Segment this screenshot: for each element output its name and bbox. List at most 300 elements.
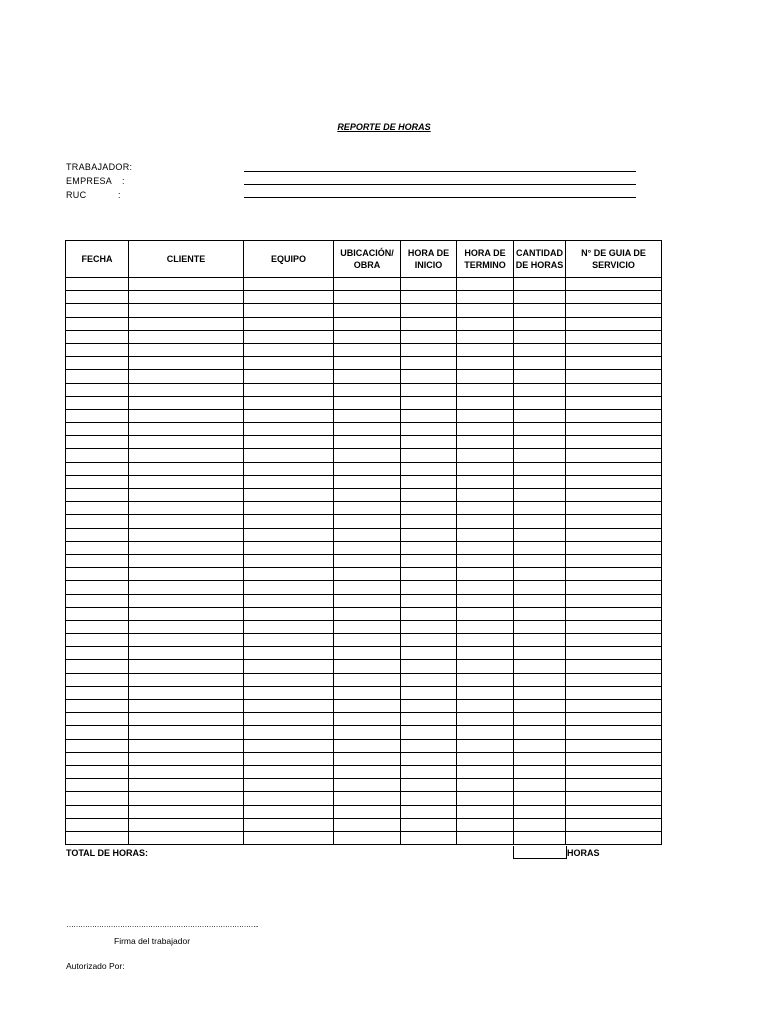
cell-cliente[interactable]	[129, 304, 244, 317]
cell-guia-servicio[interactable]	[566, 765, 662, 778]
cell-fecha[interactable]	[66, 383, 129, 396]
cell-cantidad-horas[interactable]	[514, 304, 566, 317]
cell-cliente[interactable]	[129, 700, 244, 713]
cell-cliente[interactable]	[129, 423, 244, 436]
cell-hora-inicio[interactable]	[401, 475, 457, 488]
cell-fecha[interactable]	[66, 502, 129, 515]
cell-guia-servicio[interactable]	[566, 409, 662, 422]
cell-hora-termino[interactable]	[457, 779, 514, 792]
cell-guia-servicio[interactable]	[566, 475, 662, 488]
cell-guia-servicio[interactable]	[566, 541, 662, 554]
cell-equipo[interactable]	[244, 818, 334, 831]
cell-hora-inicio[interactable]	[401, 541, 457, 554]
cell-ubicacion[interactable]	[334, 462, 401, 475]
cell-cliente[interactable]	[129, 713, 244, 726]
cell-hora-inicio[interactable]	[401, 647, 457, 660]
cell-cliente[interactable]	[129, 554, 244, 567]
cell-cantidad-horas[interactable]	[514, 489, 566, 502]
cell-hora-termino[interactable]	[457, 660, 514, 673]
cell-equipo[interactable]	[244, 752, 334, 765]
cell-fecha[interactable]	[66, 581, 129, 594]
cell-hora-inicio[interactable]	[401, 515, 457, 528]
cell-ubicacion[interactable]	[334, 541, 401, 554]
cell-fecha[interactable]	[66, 409, 129, 422]
cell-guia-servicio[interactable]	[566, 581, 662, 594]
cell-hora-inicio[interactable]	[401, 462, 457, 475]
cell-guia-servicio[interactable]	[566, 568, 662, 581]
cell-hora-termino[interactable]	[457, 568, 514, 581]
cell-cliente[interactable]	[129, 436, 244, 449]
cell-hora-termino[interactable]	[457, 502, 514, 515]
cell-equipo[interactable]	[244, 831, 334, 844]
cell-hora-termino[interactable]	[457, 317, 514, 330]
cell-cliente[interactable]	[129, 634, 244, 647]
cell-hora-inicio[interactable]	[401, 554, 457, 567]
cell-hora-termino[interactable]	[457, 436, 514, 449]
cell-hora-termino[interactable]	[457, 594, 514, 607]
cell-ubicacion[interactable]	[334, 726, 401, 739]
cell-cliente[interactable]	[129, 818, 244, 831]
cell-equipo[interactable]	[244, 528, 334, 541]
cell-equipo[interactable]	[244, 700, 334, 713]
cell-fecha[interactable]	[66, 818, 129, 831]
cell-hora-inicio[interactable]	[401, 317, 457, 330]
cell-cantidad-horas[interactable]	[514, 330, 566, 343]
cell-cliente[interactable]	[129, 528, 244, 541]
cell-ubicacion[interactable]	[334, 792, 401, 805]
cell-equipo[interactable]	[244, 673, 334, 686]
cell-hora-termino[interactable]	[457, 739, 514, 752]
cell-guia-servicio[interactable]	[566, 502, 662, 515]
cell-cantidad-horas[interactable]	[514, 423, 566, 436]
cell-hora-termino[interactable]	[457, 700, 514, 713]
cell-cliente[interactable]	[129, 409, 244, 422]
cell-hora-termino[interactable]	[457, 634, 514, 647]
cell-hora-inicio[interactable]	[401, 660, 457, 673]
cell-fecha[interactable]	[66, 515, 129, 528]
cell-equipo[interactable]	[244, 792, 334, 805]
cell-guia-servicio[interactable]	[566, 647, 662, 660]
cell-equipo[interactable]	[244, 383, 334, 396]
cell-fecha[interactable]	[66, 660, 129, 673]
cell-fecha[interactable]	[66, 607, 129, 620]
cell-cliente[interactable]	[129, 370, 244, 383]
cell-cliente[interactable]	[129, 475, 244, 488]
cell-ubicacion[interactable]	[334, 436, 401, 449]
cell-cantidad-horas[interactable]	[514, 515, 566, 528]
cell-ubicacion[interactable]	[334, 489, 401, 502]
cell-fecha[interactable]	[66, 528, 129, 541]
cell-ubicacion[interactable]	[334, 752, 401, 765]
cell-cliente[interactable]	[129, 278, 244, 291]
cell-guia-servicio[interactable]	[566, 317, 662, 330]
cell-hora-termino[interactable]	[457, 409, 514, 422]
cell-cliente[interactable]	[129, 779, 244, 792]
cell-hora-termino[interactable]	[457, 396, 514, 409]
cell-equipo[interactable]	[244, 489, 334, 502]
cell-equipo[interactable]	[244, 409, 334, 422]
cell-ubicacion[interactable]	[334, 278, 401, 291]
cell-hora-inicio[interactable]	[401, 568, 457, 581]
cell-equipo[interactable]	[244, 449, 334, 462]
cell-hora-inicio[interactable]	[401, 304, 457, 317]
cell-equipo[interactable]	[244, 713, 334, 726]
cell-hora-inicio[interactable]	[401, 489, 457, 502]
cell-guia-servicio[interactable]	[566, 620, 662, 633]
cell-ubicacion[interactable]	[334, 330, 401, 343]
cell-cantidad-horas[interactable]	[514, 831, 566, 844]
cell-equipo[interactable]	[244, 634, 334, 647]
cell-guia-servicio[interactable]	[566, 554, 662, 567]
cell-cliente[interactable]	[129, 647, 244, 660]
cell-equipo[interactable]	[244, 686, 334, 699]
cell-fecha[interactable]	[66, 370, 129, 383]
cell-equipo[interactable]	[244, 568, 334, 581]
cell-fecha[interactable]	[66, 357, 129, 370]
cell-hora-inicio[interactable]	[401, 752, 457, 765]
cell-hora-inicio[interactable]	[401, 449, 457, 462]
cell-cantidad-horas[interactable]	[514, 700, 566, 713]
cell-ubicacion[interactable]	[334, 818, 401, 831]
cell-hora-inicio[interactable]	[401, 726, 457, 739]
cell-guia-servicio[interactable]	[566, 370, 662, 383]
cell-cliente[interactable]	[129, 831, 244, 844]
cell-hora-termino[interactable]	[457, 792, 514, 805]
cell-cantidad-horas[interactable]	[514, 647, 566, 660]
cell-cliente[interactable]	[129, 396, 244, 409]
cell-ubicacion[interactable]	[334, 554, 401, 567]
cell-guia-servicio[interactable]	[566, 489, 662, 502]
cell-fecha[interactable]	[66, 489, 129, 502]
cell-ubicacion[interactable]	[334, 317, 401, 330]
cell-ubicacion[interactable]	[334, 686, 401, 699]
cell-equipo[interactable]	[244, 554, 334, 567]
cell-cantidad-horas[interactable]	[514, 475, 566, 488]
cell-ubicacion[interactable]	[334, 343, 401, 356]
cell-fecha[interactable]	[66, 436, 129, 449]
cell-hora-termino[interactable]	[457, 528, 514, 541]
cell-guia-servicio[interactable]	[566, 304, 662, 317]
cell-cliente[interactable]	[129, 502, 244, 515]
cell-guia-servicio[interactable]	[566, 357, 662, 370]
cell-cliente[interactable]	[129, 330, 244, 343]
cell-cantidad-horas[interactable]	[514, 818, 566, 831]
cell-hora-inicio[interactable]	[401, 818, 457, 831]
cell-fecha[interactable]	[66, 291, 129, 304]
cell-hora-termino[interactable]	[457, 765, 514, 778]
cell-cantidad-horas[interactable]	[514, 396, 566, 409]
cell-guia-servicio[interactable]	[566, 383, 662, 396]
cell-cantidad-horas[interactable]	[514, 462, 566, 475]
cell-hora-inicio[interactable]	[401, 686, 457, 699]
cell-cantidad-horas[interactable]	[514, 370, 566, 383]
cell-cantidad-horas[interactable]	[514, 449, 566, 462]
cell-hora-termino[interactable]	[457, 620, 514, 633]
company-line[interactable]	[244, 184, 636, 185]
cell-cliente[interactable]	[129, 581, 244, 594]
cell-equipo[interactable]	[244, 278, 334, 291]
cell-hora-inicio[interactable]	[401, 805, 457, 818]
cell-ubicacion[interactable]	[334, 370, 401, 383]
cell-fecha[interactable]	[66, 396, 129, 409]
cell-guia-servicio[interactable]	[566, 462, 662, 475]
cell-hora-inicio[interactable]	[401, 700, 457, 713]
cell-equipo[interactable]	[244, 515, 334, 528]
cell-equipo[interactable]	[244, 765, 334, 778]
cell-ubicacion[interactable]	[334, 779, 401, 792]
cell-cantidad-horas[interactable]	[514, 765, 566, 778]
cell-equipo[interactable]	[244, 423, 334, 436]
cell-cliente[interactable]	[129, 357, 244, 370]
cell-cliente[interactable]	[129, 726, 244, 739]
cell-hora-termino[interactable]	[457, 462, 514, 475]
cell-fecha[interactable]	[66, 792, 129, 805]
cell-guia-servicio[interactable]	[566, 660, 662, 673]
cell-cantidad-horas[interactable]	[514, 317, 566, 330]
cell-cliente[interactable]	[129, 660, 244, 673]
cell-hora-termino[interactable]	[457, 304, 514, 317]
cell-equipo[interactable]	[244, 317, 334, 330]
cell-cantidad-horas[interactable]	[514, 357, 566, 370]
cell-cliente[interactable]	[129, 515, 244, 528]
cell-equipo[interactable]	[244, 581, 334, 594]
cell-equipo[interactable]	[244, 330, 334, 343]
cell-ubicacion[interactable]	[334, 700, 401, 713]
cell-ubicacion[interactable]	[334, 805, 401, 818]
cell-cantidad-horas[interactable]	[514, 792, 566, 805]
cell-fecha[interactable]	[66, 278, 129, 291]
cell-hora-inicio[interactable]	[401, 409, 457, 422]
cell-ubicacion[interactable]	[334, 502, 401, 515]
cell-hora-inicio[interactable]	[401, 765, 457, 778]
cell-hora-inicio[interactable]	[401, 383, 457, 396]
cell-cantidad-horas[interactable]	[514, 581, 566, 594]
cell-cliente[interactable]	[129, 594, 244, 607]
cell-hora-termino[interactable]	[457, 291, 514, 304]
cell-hora-inicio[interactable]	[401, 607, 457, 620]
cell-hora-inicio[interactable]	[401, 713, 457, 726]
cell-ubicacion[interactable]	[334, 765, 401, 778]
cell-guia-servicio[interactable]	[566, 515, 662, 528]
cell-hora-inicio[interactable]	[401, 343, 457, 356]
cell-guia-servicio[interactable]	[566, 423, 662, 436]
cell-guia-servicio[interactable]	[566, 291, 662, 304]
cell-fecha[interactable]	[66, 765, 129, 778]
cell-hora-inicio[interactable]	[401, 502, 457, 515]
cell-cantidad-horas[interactable]	[514, 686, 566, 699]
cell-cantidad-horas[interactable]	[514, 568, 566, 581]
cell-equipo[interactable]	[244, 436, 334, 449]
cell-ubicacion[interactable]	[334, 713, 401, 726]
cell-hora-inicio[interactable]	[401, 396, 457, 409]
cell-guia-servicio[interactable]	[566, 278, 662, 291]
cell-ubicacion[interactable]	[334, 673, 401, 686]
cell-ubicacion[interactable]	[334, 409, 401, 422]
cell-hora-inicio[interactable]	[401, 634, 457, 647]
cell-fecha[interactable]	[66, 304, 129, 317]
cell-ubicacion[interactable]	[334, 739, 401, 752]
cell-hora-inicio[interactable]	[401, 779, 457, 792]
cell-fecha[interactable]	[66, 700, 129, 713]
cell-fecha[interactable]	[66, 805, 129, 818]
cell-ubicacion[interactable]	[334, 620, 401, 633]
cell-guia-servicio[interactable]	[566, 805, 662, 818]
cell-fecha[interactable]	[66, 752, 129, 765]
cell-equipo[interactable]	[244, 541, 334, 554]
cell-cliente[interactable]	[129, 343, 244, 356]
ruc-line[interactable]	[244, 197, 636, 198]
cell-hora-termino[interactable]	[457, 489, 514, 502]
cell-equipo[interactable]	[244, 502, 334, 515]
cell-cantidad-horas[interactable]	[514, 752, 566, 765]
cell-cantidad-horas[interactable]	[514, 713, 566, 726]
cell-hora-termino[interactable]	[457, 805, 514, 818]
cell-fecha[interactable]	[66, 739, 129, 752]
cell-cliente[interactable]	[129, 620, 244, 633]
cell-guia-servicio[interactable]	[566, 634, 662, 647]
cell-ubicacion[interactable]	[334, 634, 401, 647]
total-hours-box[interactable]	[513, 846, 567, 859]
cell-equipo[interactable]	[244, 291, 334, 304]
cell-guia-servicio[interactable]	[566, 713, 662, 726]
cell-cliente[interactable]	[129, 449, 244, 462]
cell-hora-termino[interactable]	[457, 423, 514, 436]
cell-fecha[interactable]	[66, 554, 129, 567]
cell-equipo[interactable]	[244, 396, 334, 409]
cell-cantidad-horas[interactable]	[514, 607, 566, 620]
cell-guia-servicio[interactable]	[566, 739, 662, 752]
cell-equipo[interactable]	[244, 304, 334, 317]
cell-ubicacion[interactable]	[334, 383, 401, 396]
cell-fecha[interactable]	[66, 713, 129, 726]
cell-guia-servicio[interactable]	[566, 673, 662, 686]
cell-guia-servicio[interactable]	[566, 594, 662, 607]
cell-hora-termino[interactable]	[457, 713, 514, 726]
cell-cliente[interactable]	[129, 805, 244, 818]
cell-fecha[interactable]	[66, 541, 129, 554]
cell-hora-termino[interactable]	[457, 673, 514, 686]
cell-ubicacion[interactable]	[334, 568, 401, 581]
cell-hora-inicio[interactable]	[401, 370, 457, 383]
cell-guia-servicio[interactable]	[566, 343, 662, 356]
cell-equipo[interactable]	[244, 607, 334, 620]
cell-cantidad-horas[interactable]	[514, 620, 566, 633]
cell-ubicacion[interactable]	[334, 647, 401, 660]
cell-equipo[interactable]	[244, 370, 334, 383]
cell-hora-termino[interactable]	[457, 370, 514, 383]
cell-equipo[interactable]	[244, 343, 334, 356]
cell-fecha[interactable]	[66, 726, 129, 739]
cell-ubicacion[interactable]	[334, 475, 401, 488]
cell-guia-servicio[interactable]	[566, 449, 662, 462]
cell-hora-termino[interactable]	[457, 581, 514, 594]
cell-equipo[interactable]	[244, 660, 334, 673]
cell-guia-servicio[interactable]	[566, 607, 662, 620]
cell-cliente[interactable]	[129, 792, 244, 805]
cell-ubicacion[interactable]	[334, 581, 401, 594]
cell-guia-servicio[interactable]	[566, 752, 662, 765]
cell-equipo[interactable]	[244, 647, 334, 660]
cell-guia-servicio[interactable]	[566, 831, 662, 844]
cell-fecha[interactable]	[66, 343, 129, 356]
cell-cantidad-horas[interactable]	[514, 779, 566, 792]
cell-guia-servicio[interactable]	[566, 818, 662, 831]
cell-cliente[interactable]	[129, 489, 244, 502]
cell-equipo[interactable]	[244, 805, 334, 818]
cell-hora-inicio[interactable]	[401, 792, 457, 805]
cell-hora-termino[interactable]	[457, 818, 514, 831]
cell-hora-inicio[interactable]	[401, 528, 457, 541]
cell-cliente[interactable]	[129, 673, 244, 686]
cell-hora-termino[interactable]	[457, 647, 514, 660]
cell-equipo[interactable]	[244, 594, 334, 607]
cell-cantidad-horas[interactable]	[514, 739, 566, 752]
cell-cantidad-horas[interactable]	[514, 805, 566, 818]
cell-hora-termino[interactable]	[457, 515, 514, 528]
cell-ubicacion[interactable]	[334, 291, 401, 304]
cell-guia-servicio[interactable]	[566, 396, 662, 409]
cell-ubicacion[interactable]	[334, 357, 401, 370]
cell-fecha[interactable]	[66, 686, 129, 699]
cell-hora-inicio[interactable]	[401, 357, 457, 370]
cell-cliente[interactable]	[129, 291, 244, 304]
cell-cliente[interactable]	[129, 686, 244, 699]
cell-cantidad-horas[interactable]	[514, 291, 566, 304]
cell-guia-servicio[interactable]	[566, 700, 662, 713]
cell-ubicacion[interactable]	[334, 660, 401, 673]
cell-hora-termino[interactable]	[457, 752, 514, 765]
cell-hora-inicio[interactable]	[401, 436, 457, 449]
cell-ubicacion[interactable]	[334, 607, 401, 620]
cell-cliente[interactable]	[129, 752, 244, 765]
cell-ubicacion[interactable]	[334, 528, 401, 541]
cell-hora-termino[interactable]	[457, 343, 514, 356]
cell-equipo[interactable]	[244, 779, 334, 792]
cell-cantidad-horas[interactable]	[514, 594, 566, 607]
cell-hora-inicio[interactable]	[401, 620, 457, 633]
cell-hora-termino[interactable]	[457, 278, 514, 291]
cell-guia-servicio[interactable]	[566, 779, 662, 792]
cell-fecha[interactable]	[66, 594, 129, 607]
cell-fecha[interactable]	[66, 634, 129, 647]
cell-hora-termino[interactable]	[457, 449, 514, 462]
cell-cantidad-horas[interactable]	[514, 409, 566, 422]
cell-ubicacion[interactable]	[334, 594, 401, 607]
cell-guia-servicio[interactable]	[566, 528, 662, 541]
cell-hora-termino[interactable]	[457, 357, 514, 370]
cell-fecha[interactable]	[66, 568, 129, 581]
cell-fecha[interactable]	[66, 423, 129, 436]
cell-cliente[interactable]	[129, 462, 244, 475]
cell-cliente[interactable]	[129, 568, 244, 581]
cell-hora-termino[interactable]	[457, 383, 514, 396]
cell-hora-inicio[interactable]	[401, 673, 457, 686]
worker-line[interactable]	[244, 171, 636, 172]
cell-cantidad-horas[interactable]	[514, 278, 566, 291]
cell-fecha[interactable]	[66, 647, 129, 660]
cell-cantidad-horas[interactable]	[514, 343, 566, 356]
cell-hora-inicio[interactable]	[401, 330, 457, 343]
cell-equipo[interactable]	[244, 726, 334, 739]
cell-cliente[interactable]	[129, 739, 244, 752]
cell-cantidad-horas[interactable]	[514, 383, 566, 396]
cell-hora-inicio[interactable]	[401, 278, 457, 291]
cell-cantidad-horas[interactable]	[514, 673, 566, 686]
cell-cantidad-horas[interactable]	[514, 554, 566, 567]
cell-fecha[interactable]	[66, 449, 129, 462]
cell-fecha[interactable]	[66, 475, 129, 488]
cell-cliente[interactable]	[129, 541, 244, 554]
